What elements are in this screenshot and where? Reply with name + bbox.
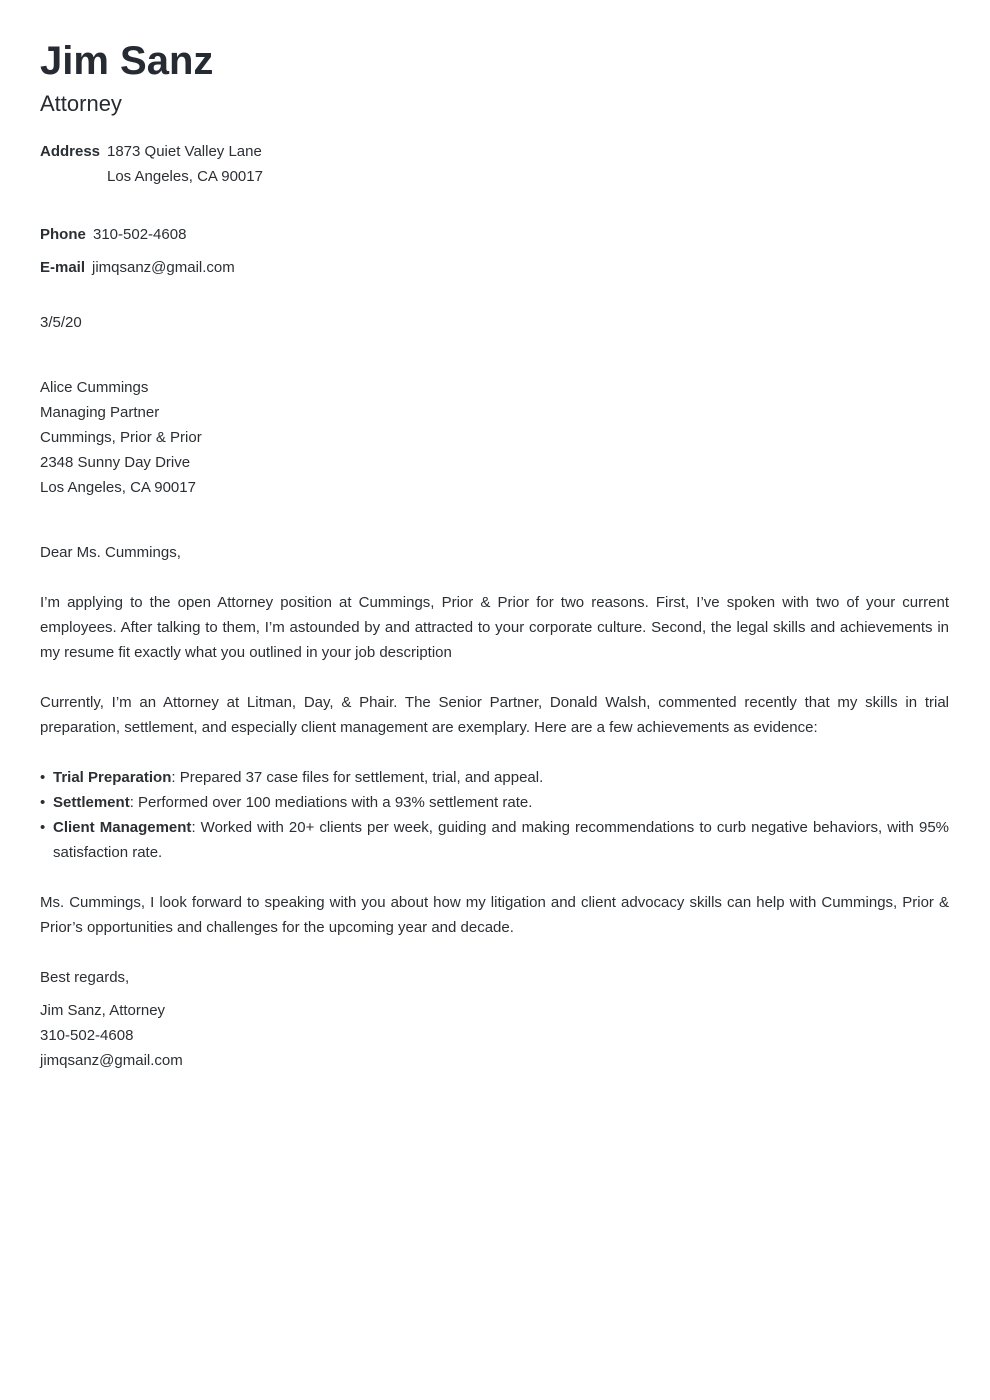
- sender-name: Jim Sanz: [40, 39, 214, 83]
- address-value: [107, 139, 263, 189]
- list-item: [40, 790, 949, 815]
- letter-date: 3/5/20: [40, 314, 82, 331]
- sender-title: Attorney: [40, 91, 122, 116]
- recipient-name: Alice Cummings: [40, 379, 149, 396]
- recipient-block: [40, 375, 202, 500]
- recipient-street: 2348 Sunny Day Drive: [40, 454, 191, 471]
- address-line-1: 1873 Quiet Valley Lane: [107, 143, 262, 160]
- recipient-city: Los Angeles, CA 90017: [40, 479, 196, 496]
- phone-value: 310-502-4608: [93, 226, 187, 243]
- bullet-icon: •: [40, 769, 46, 786]
- paragraph-closing: Ms. Cummings, I look forward to speaking with you about how my litigation and client advocacy skills can help with Cummings, Prior & Prior’s opportunities and challenges for the upcoming year and decade.: [40, 894, 949, 936]
- signature-name: Jim Sanz, Attorney: [40, 1002, 166, 1019]
- signature-block: [40, 965, 183, 1073]
- contact-email: [40, 255, 235, 280]
- address-line-2: Los Angeles, CA 90017: [107, 168, 263, 185]
- achievement-text: : Worked with 20+ clients per week, guiding and making recommendations to curb negative behaviors, with 95% satisfaction rate.: [53, 819, 949, 861]
- recipient-title: Managing Partner: [40, 404, 160, 421]
- contact-phone: [40, 222, 186, 247]
- paragraph-intro: I’m applying to the open Attorney position at Cummings, Prior & Prior for two reasons. First, I’ve spoken with two of your current employees. After talking to them, I’m astounded by and attracted to your corporate culture. Second, the legal skills and achievements in my resume fit exactly what you outlined in your job description: [40, 594, 949, 661]
- achievement-text: : Prepared 37 case files for settlement, trial, and appeal.: [171, 769, 544, 786]
- achievement-text: : Performed over 100 mediations with a 93% settlement rate.: [129, 794, 533, 811]
- bullet-icon: •: [40, 819, 46, 836]
- contact-address: [40, 139, 263, 189]
- achievement-term: Settlement: [53, 794, 130, 811]
- achievement-term: Client Management: [53, 819, 192, 836]
- signature-email: jimqsanz@gmail.com: [40, 1052, 183, 1069]
- list-item: [40, 815, 949, 865]
- list-item: [40, 765, 949, 790]
- closing: Best regards,: [40, 969, 130, 986]
- achievements-list: [40, 765, 949, 865]
- paragraph-current-role: Currently, I’m an Attorney at Litman, Day, & Phair. The Senior Partner, Donald Walsh, commented recently that my skills in trial preparation, settlement, and especially client management are exemplary. Here are a few achievements as evidence:: [40, 694, 949, 736]
- recipient-company: Cummings, Prior & Prior: [40, 429, 202, 446]
- achievement-term: Trial Preparation: [53, 769, 172, 786]
- address-label: Address: [40, 143, 101, 160]
- email-label: E-mail: [40, 259, 86, 276]
- phone-label: Phone: [40, 226, 86, 243]
- salutation: Dear Ms. Cummings,: [40, 544, 181, 561]
- signature-phone: 310-502-4608: [40, 1027, 134, 1044]
- email-value: jimqsanz@gmail.com: [92, 259, 235, 276]
- bullet-icon: •: [40, 794, 46, 811]
